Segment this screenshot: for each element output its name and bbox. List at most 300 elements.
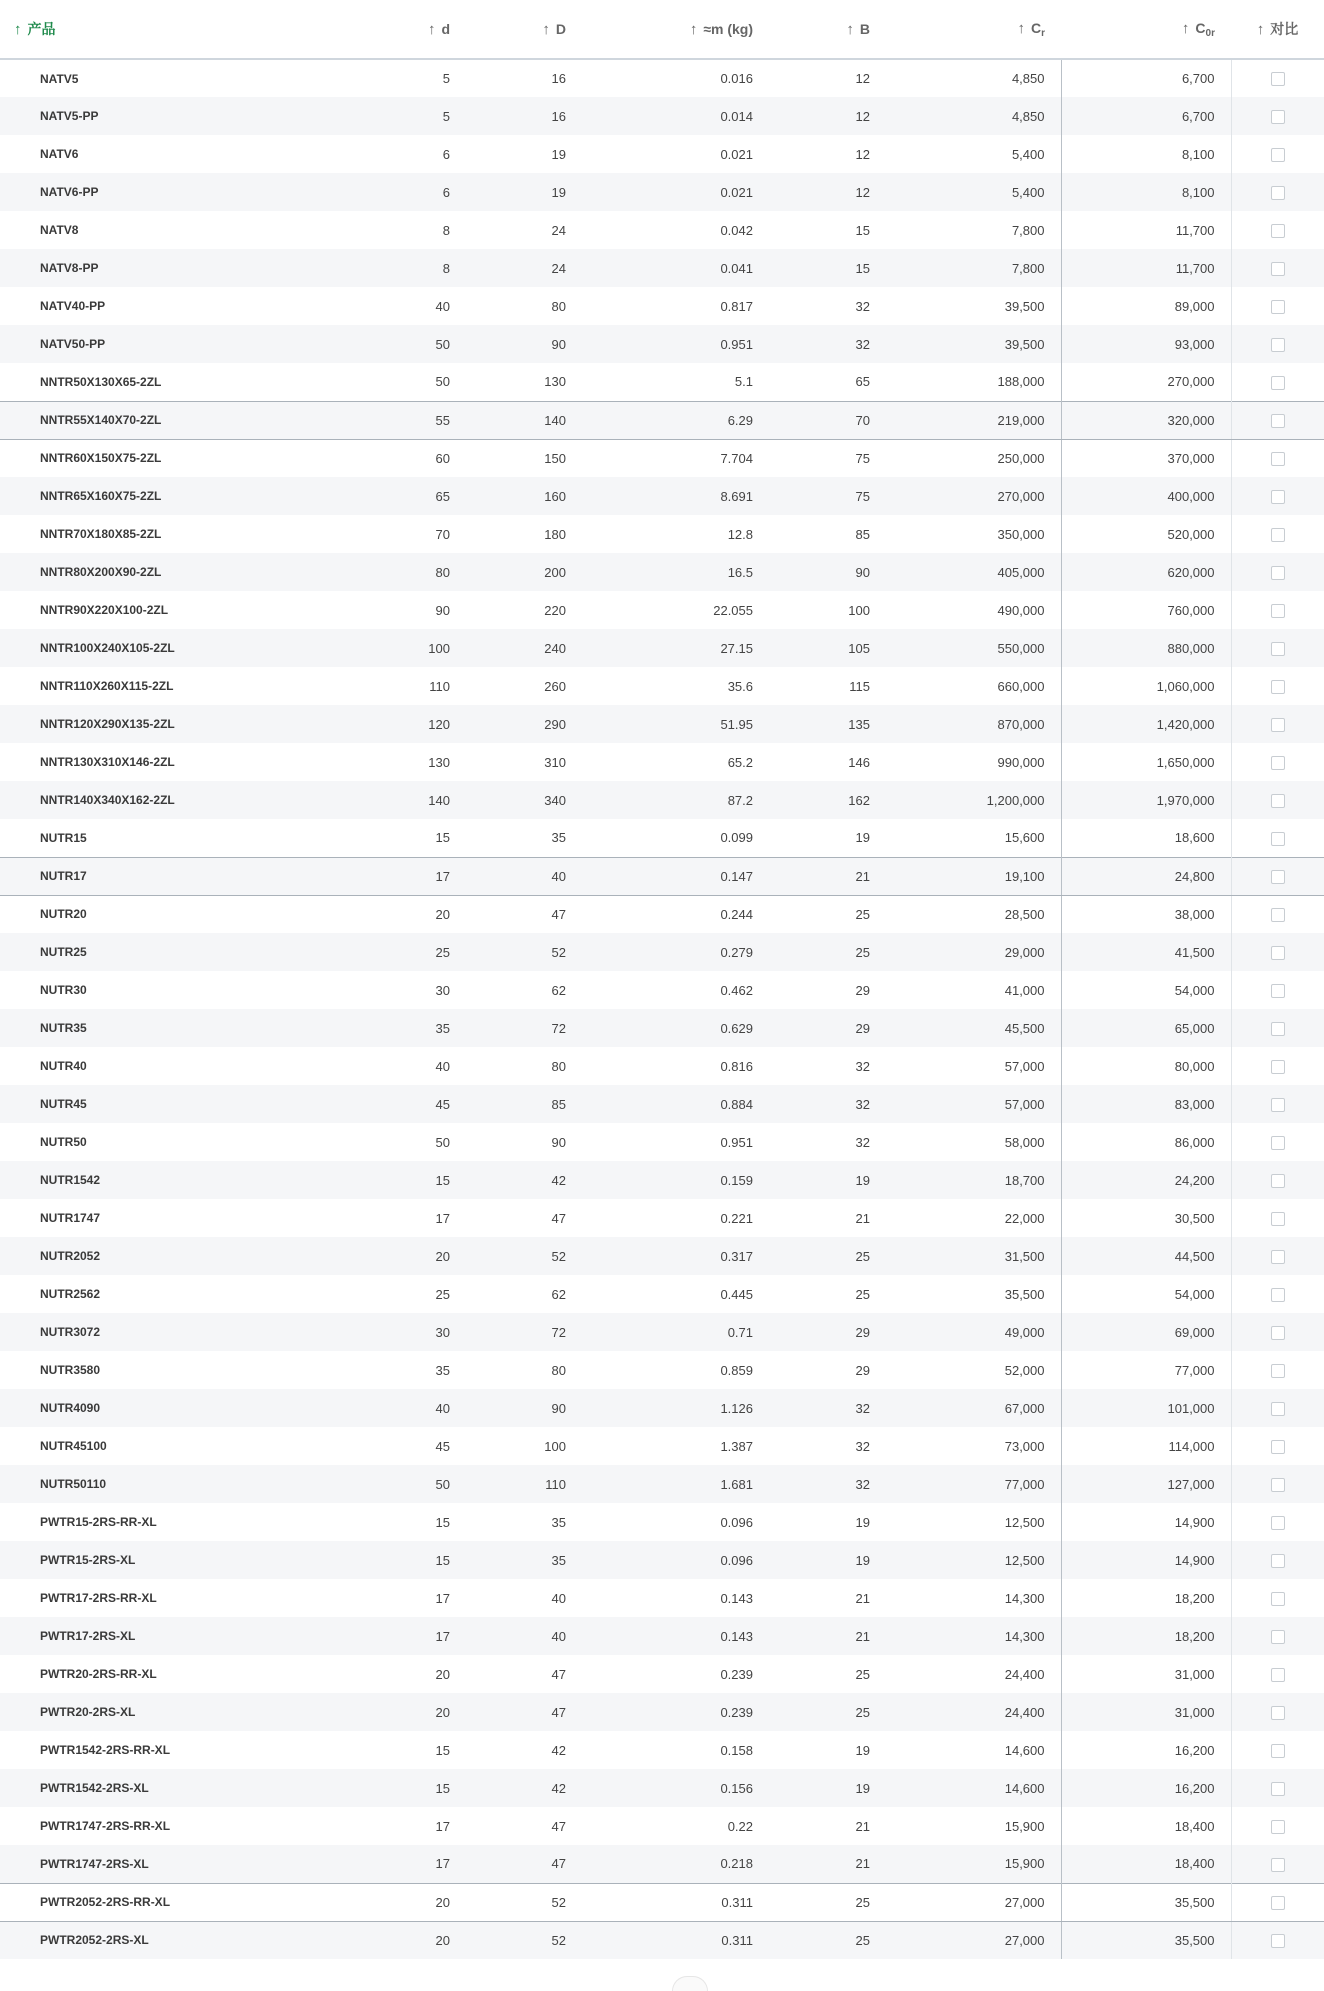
table-row[interactable] (0, 1465, 1324, 1503)
cell-compare (1231, 933, 1324, 971)
table-row[interactable] (0, 1351, 1324, 1389)
compare-checkbox[interactable] (1271, 1744, 1285, 1758)
compare-checkbox[interactable] (1271, 1706, 1285, 1720)
cell-mass: 0.159 (720, 1172, 753, 1188)
cell-B: 162 (848, 792, 870, 808)
compare-checkbox[interactable] (1271, 1440, 1285, 1454)
cell-product[interactable]: NATV8 (40, 223, 79, 237)
cell-c0r: 38,000 (1061, 895, 1231, 933)
column-label: d (441, 20, 450, 37)
arrow-up-icon: ↑ (689, 20, 698, 38)
cell-compare (1231, 325, 1324, 363)
compare-checkbox[interactable] (1271, 1098, 1285, 1112)
cell-product[interactable]: NUTR45100 (40, 1439, 107, 1453)
table-row[interactable] (0, 1921, 1324, 1959)
table-row[interactable] (0, 553, 1324, 591)
compare-checkbox[interactable] (1271, 1554, 1285, 1568)
cell-d: 15 (435, 1514, 450, 1530)
compare-checkbox[interactable] (1271, 566, 1285, 580)
table-row[interactable] (0, 401, 1324, 439)
cell-product[interactable]: PWTR20-2RS-XL (40, 1705, 136, 1719)
cell-mass: 0.445 (720, 1286, 753, 1302)
cell-d: 45 (435, 1096, 450, 1112)
cell-B: 90 (855, 564, 870, 580)
table-row[interactable] (0, 1161, 1324, 1199)
cell-product[interactable]: NUTR15 (40, 830, 87, 845)
cell-D: 240 (544, 640, 566, 656)
cell-D: 52 (551, 1932, 566, 1948)
cell-c0r: 80,000 (1061, 1047, 1231, 1085)
cell-D: 62 (551, 1286, 566, 1302)
cell-B: 21 (855, 1628, 870, 1644)
cell-product[interactable]: PWTR17-2RS-XL (40, 1629, 136, 1643)
compare-checkbox[interactable] (1271, 300, 1285, 314)
cell-product[interactable]: PWTR1542-2RS-XL (40, 1781, 149, 1795)
cell-mass: 0.22 (727, 1818, 753, 1834)
cell-compare (1231, 1541, 1324, 1579)
column-header-cr[interactable] (886, 0, 1061, 59)
cell-product[interactable]: NUTR2562 (40, 1287, 101, 1301)
cell-product[interactable]: NATV5-PP (40, 109, 99, 123)
cell-product[interactable]: NATV6-PP (40, 185, 99, 199)
cell-cr: 12,500 (886, 1541, 1061, 1579)
cell-B: 29 (855, 982, 870, 998)
cell-D: 150 (544, 450, 566, 466)
cell-c0r: 65,000 (1061, 1009, 1231, 1047)
table-row[interactable] (0, 1009, 1324, 1047)
cell-product[interactable]: PWTR1542-2RS-RR-XL (40, 1743, 171, 1757)
table-row[interactable] (0, 1313, 1324, 1351)
cell-product[interactable]: NATV5 (40, 71, 79, 86)
compare-checkbox[interactable] (1271, 414, 1285, 428)
cell-compare (1231, 1807, 1324, 1845)
cell-product[interactable]: NATV40-PP (40, 299, 106, 313)
cell-mass: 35.6 (727, 678, 753, 694)
table-row[interactable] (0, 1047, 1324, 1085)
cell-c0r: 14,900 (1061, 1503, 1231, 1541)
cell-compare (1231, 1085, 1324, 1123)
cell-compare (1231, 1351, 1324, 1389)
table-row[interactable] (0, 439, 1324, 477)
compare-checkbox[interactable] (1271, 224, 1285, 238)
cell-product[interactable]: NATV50-PP (40, 337, 106, 351)
table-row[interactable] (0, 971, 1324, 1009)
compare-checkbox[interactable] (1271, 680, 1285, 694)
column-label: C (1195, 19, 1206, 36)
cell-mass: 0.021 (720, 184, 753, 200)
table-row[interactable] (0, 1389, 1324, 1427)
cell-mass: 0.884 (720, 1096, 753, 1112)
cell-c0r: 35,500 (1061, 1883, 1231, 1921)
cell-compare (1231, 781, 1324, 819)
compare-checkbox[interactable] (1271, 186, 1285, 200)
cell-B: 19 (855, 1172, 870, 1188)
table-row[interactable] (0, 477, 1324, 515)
cell-d: 8 (442, 222, 450, 238)
cell-compare (1231, 1579, 1324, 1617)
table-row[interactable] (0, 857, 1324, 895)
cell-product[interactable]: NNTR60X150X75-2ZL (40, 451, 162, 466)
compare-checkbox[interactable] (1271, 262, 1285, 276)
cell-compare (1231, 1465, 1324, 1503)
table-row[interactable] (0, 325, 1324, 363)
compare-checkbox[interactable] (1271, 756, 1285, 770)
table-row[interactable] (0, 1275, 1324, 1313)
cell-c0r: 18,400 (1061, 1807, 1231, 1845)
cell-product[interactable]: NNTR80X200X90-2ZL (40, 565, 162, 579)
column-header-D[interactable] (466, 0, 582, 59)
cell-c0r: 620,000 (1061, 553, 1231, 591)
cell-product[interactable]: NNTR140X340X162-2ZL (40, 793, 175, 807)
table-row[interactable] (0, 1503, 1324, 1541)
compare-checkbox[interactable] (1271, 452, 1285, 466)
cell-d: 60 (435, 450, 450, 466)
table-row[interactable] (0, 1845, 1324, 1883)
cell-d: 20 (435, 1704, 450, 1720)
compare-checkbox[interactable] (1271, 1364, 1285, 1378)
cell-product[interactable]: NUTR17 (0, 857, 330, 895)
cell-cr: 14,600 (886, 1769, 1061, 1807)
table-row[interactable] (0, 895, 1324, 933)
cell-product[interactable]: NUTR30 (40, 983, 87, 997)
cell-product[interactable]: PWTR17-2RS-RR-XL (40, 1591, 157, 1605)
cell-B: 100 (848, 602, 870, 618)
cell-product[interactable]: NUTR2052 (40, 1249, 101, 1263)
cell-product[interactable]: NATV8-PP (40, 261, 99, 275)
table-row[interactable] (0, 1085, 1324, 1123)
cell-mass: 0.311 (582, 1883, 769, 1921)
cell-B: 105 (848, 640, 870, 656)
cell-B: 19 (855, 1742, 870, 1758)
cell-B: 12 (855, 71, 870, 86)
cell-D: 35 (551, 1552, 566, 1568)
cell-compare (1231, 287, 1324, 325)
table-row[interactable] (0, 1655, 1324, 1693)
table-row[interactable] (0, 1617, 1324, 1655)
compare-checkbox[interactable] (1271, 1630, 1285, 1644)
table-row[interactable] (0, 781, 1324, 819)
cell-c0r: 18,200 (1061, 1617, 1231, 1655)
cell-product[interactable]: NNTR65X160X75-2ZL (40, 489, 162, 503)
cell-product[interactable]: PWTR2052-2RS-RR-XL (0, 1883, 330, 1921)
cell-cr: 4,850 (886, 97, 1061, 135)
cell-cr: 58,000 (886, 1123, 1061, 1161)
column-header-c0r[interactable] (1061, 0, 1231, 59)
cell-d: 40 (435, 1058, 450, 1074)
cell-c0r: 1,650,000 (1061, 743, 1231, 781)
compare-checkbox[interactable] (1271, 1060, 1285, 1074)
cell-product[interactable]: NUTR45 (40, 1097, 87, 1111)
cell-d: 25 (435, 944, 450, 960)
cell-cr: 57,000 (886, 1047, 1061, 1085)
cell-product[interactable]: PWTR2052-2RS-XL (40, 1933, 149, 1948)
cell-D: 90 (551, 1134, 566, 1150)
table-row[interactable] (0, 1123, 1324, 1161)
cell-cr: 7,800 (886, 249, 1061, 287)
cell-product[interactable]: NUTR4090 (40, 1401, 101, 1415)
compare-checkbox[interactable] (1271, 1668, 1285, 1682)
table-row[interactable] (0, 1199, 1324, 1237)
cell-compare (1231, 1427, 1324, 1465)
cell-mass: 0.014 (720, 108, 753, 124)
scroll-handle[interactable] (672, 1976, 708, 1991)
cell-d: 17 (330, 857, 466, 895)
cell-c0r: 30,500 (1061, 1199, 1231, 1237)
cell-mass: 0.096 (720, 1552, 753, 1568)
cell-B: 32 (855, 1400, 870, 1416)
cell-D: 42 (551, 1742, 566, 1758)
compare-checkbox[interactable] (1271, 72, 1285, 86)
cell-product[interactable]: NUTR1542 (40, 1173, 101, 1187)
table-row[interactable] (0, 173, 1324, 211)
cell-d: 8 (442, 260, 450, 276)
cell-cr: 49,000 (886, 1313, 1061, 1351)
cell-d: 17 (435, 1628, 450, 1644)
compare-checkbox[interactable] (1271, 984, 1285, 998)
cell-d: 20 (435, 1666, 450, 1682)
cell-d: 90 (435, 602, 450, 618)
compare-checkbox[interactable] (1271, 1858, 1285, 1872)
compare-checkbox[interactable] (1271, 1782, 1285, 1796)
compare-checkbox[interactable] (1271, 1212, 1285, 1226)
table-row[interactable] (0, 1807, 1324, 1845)
cell-B: 32 (855, 336, 870, 352)
cell-product[interactable]: NUTR1747 (40, 1211, 101, 1225)
cell-cr: 24,400 (886, 1655, 1061, 1693)
cell-mass: 27.15 (720, 640, 753, 656)
cell-D: 180 (544, 526, 566, 542)
cell-mass: 51.95 (720, 716, 753, 732)
table-row[interactable] (0, 515, 1324, 553)
cell-product[interactable]: NUTR50110 (40, 1477, 107, 1491)
cell-cr: 31,500 (886, 1237, 1061, 1275)
table-row[interactable] (0, 135, 1324, 173)
cell-product[interactable]: NUTR3580 (40, 1363, 101, 1377)
table-row[interactable] (0, 819, 1324, 857)
compare-checkbox[interactable] (1271, 110, 1285, 124)
cell-c0r: 41,500 (1061, 933, 1231, 971)
compare-checkbox[interactable] (1271, 148, 1285, 162)
cell-cr: 870,000 (886, 705, 1061, 743)
cell-mass: 0.143 (720, 1590, 753, 1606)
compare-checkbox[interactable] (1271, 528, 1285, 542)
cell-d: 50 (435, 336, 450, 352)
cell-cr: 1,200,000 (886, 781, 1061, 819)
cell-D: 80 (551, 1058, 566, 1074)
table-row[interactable] (0, 1541, 1324, 1579)
cell-product[interactable]: NNTR110X260X115-2ZL (40, 679, 174, 693)
table-row[interactable] (0, 1693, 1324, 1731)
column-label-subscript: r (1041, 27, 1045, 39)
compare-checkbox[interactable] (1271, 1592, 1285, 1606)
cell-product[interactable]: NNTR55X140X70-2ZL (0, 401, 330, 439)
cell-cr: 28,500 (886, 895, 1061, 933)
column-label: ≈m (kg) (703, 20, 753, 37)
compare-checkbox[interactable] (1271, 1516, 1285, 1530)
compare-checkbox[interactable] (1271, 1136, 1285, 1150)
compare-checkbox[interactable] (1271, 794, 1285, 808)
cell-mass: 0.143 (720, 1628, 753, 1644)
cell-compare (1231, 895, 1324, 933)
cell-cr: 45,500 (886, 1009, 1061, 1047)
cell-cr: 35,500 (886, 1275, 1061, 1313)
compare-checkbox[interactable] (1271, 870, 1285, 884)
table-row[interactable] (0, 249, 1324, 287)
cell-c0r: 11,700 (1061, 211, 1231, 249)
cell-product[interactable]: NUTR20 (40, 907, 87, 922)
table-row[interactable] (0, 1731, 1324, 1769)
cell-D: 72 (551, 1020, 566, 1036)
cell-B: 32 (855, 1438, 870, 1454)
column-label: B (859, 20, 870, 37)
cell-product[interactable]: PWTR1747-2RS-RR-XL (40, 1819, 171, 1833)
cell-c0r: 18,600 (1061, 819, 1231, 857)
cell-D: 16 (551, 71, 566, 86)
cell-D: 24 (551, 260, 566, 276)
cell-cr: 27,000 (886, 1921, 1061, 1959)
cell-product[interactable]: NNTR90X220X100-2ZL (40, 603, 169, 617)
cell-d: 130 (428, 754, 450, 770)
compare-checkbox[interactable] (1271, 1250, 1285, 1264)
table-row[interactable] (0, 1883, 1324, 1921)
cell-c0r: 8,100 (1061, 173, 1231, 211)
cell-c0r: 8,100 (1061, 135, 1231, 173)
compare-checkbox[interactable] (1271, 1478, 1285, 1492)
cell-c0r: 54,000 (1061, 1275, 1231, 1313)
cell-D: 260 (544, 678, 566, 694)
compare-checkbox[interactable] (1271, 718, 1285, 732)
compare-checkbox[interactable] (1271, 604, 1285, 618)
table-row[interactable] (0, 591, 1324, 629)
cell-B: 21 (855, 1818, 870, 1834)
cell-compare (1231, 857, 1324, 895)
cell-product[interactable]: NNTR100X240X105-2ZL (40, 641, 175, 655)
cell-d: 40 (435, 298, 450, 314)
cell-product[interactable]: NNTR120X290X135-2ZL (40, 717, 175, 731)
cell-mass: 0.096 (720, 1514, 753, 1530)
cell-product[interactable]: NATV6 (40, 147, 79, 161)
table-row[interactable] (0, 1237, 1324, 1275)
cell-product[interactable]: NUTR50 (40, 1135, 87, 1149)
cell-cr: 188,000 (886, 363, 1061, 401)
cell-product[interactable]: PWTR15-2RS-XL (40, 1553, 136, 1567)
cell-c0r: 1,060,000 (1061, 667, 1231, 705)
cell-d: 50 (435, 1134, 450, 1150)
compare-checkbox[interactable] (1271, 1174, 1285, 1188)
compare-checkbox[interactable] (1271, 1402, 1285, 1416)
cell-product[interactable]: NUTR40 (40, 1059, 87, 1073)
arrow-up-icon: ↑ (427, 20, 436, 38)
cell-D: 52 (466, 1883, 582, 1921)
cell-product[interactable]: NUTR25 (40, 945, 87, 959)
cell-c0r: 1,970,000 (1061, 781, 1231, 819)
table-row[interactable] (0, 933, 1324, 971)
cell-d: 35 (435, 1020, 450, 1036)
table-row[interactable] (0, 667, 1324, 705)
cell-product[interactable]: NNTR50X130X65-2ZL (40, 374, 162, 389)
cell-D: 90 (551, 1400, 566, 1416)
table-row[interactable] (0, 59, 1324, 97)
cell-product[interactable]: PWTR1747-2RS-XL (40, 1856, 149, 1871)
cell-d: 100 (428, 640, 450, 656)
table-row[interactable] (0, 287, 1324, 325)
table-row[interactable] (0, 629, 1324, 667)
cell-compare (1231, 1389, 1324, 1427)
compare-checkbox[interactable] (1271, 1288, 1285, 1302)
cell-cr: 5,400 (886, 135, 1061, 173)
column-header-product[interactable] (0, 0, 330, 59)
cell-cr: 18,700 (886, 1161, 1061, 1199)
cell-c0r: 101,000 (1061, 1389, 1231, 1427)
compare-checkbox[interactable] (1271, 1896, 1285, 1910)
table-row[interactable] (0, 1427, 1324, 1465)
cell-product[interactable]: NUTR35 (40, 1021, 87, 1035)
cell-compare (1231, 819, 1324, 857)
cell-cr: 219,000 (886, 401, 1061, 439)
cell-D: 62 (551, 982, 566, 998)
cell-B: 32 (855, 1058, 870, 1074)
cell-c0r: 760,000 (1061, 591, 1231, 629)
cell-product[interactable]: NUTR3072 (40, 1325, 101, 1339)
cell-d: 140 (428, 792, 450, 808)
compare-checkbox[interactable] (1271, 1820, 1285, 1834)
column-header-mass[interactable] (582, 0, 769, 59)
column-header-compare[interactable] (1231, 0, 1324, 59)
table-row[interactable] (0, 743, 1324, 781)
cell-d: 50 (435, 1476, 450, 1492)
cell-product[interactable]: NNTR130X310X146-2ZL (40, 755, 175, 769)
cell-D: 110 (545, 1476, 566, 1492)
cell-D: 85 (551, 1096, 566, 1112)
compare-checkbox[interactable] (1271, 1022, 1285, 1036)
column-header-d[interactable] (330, 0, 466, 59)
cell-compare (1231, 401, 1324, 439)
compare-checkbox[interactable] (1271, 832, 1285, 846)
cell-c0r: 370,000 (1061, 439, 1231, 477)
compare-checkbox[interactable] (1271, 376, 1285, 390)
table-row[interactable] (0, 705, 1324, 743)
cell-compare (1231, 1845, 1324, 1883)
cell-product[interactable]: PWTR15-2RS-RR-XL (40, 1515, 157, 1529)
cell-mass: 87.2 (727, 792, 753, 808)
compare-checkbox[interactable] (1271, 908, 1285, 922)
compare-checkbox[interactable] (1271, 1326, 1285, 1340)
cell-product[interactable]: PWTR20-2RS-RR-XL (40, 1667, 157, 1681)
table-row[interactable] (0, 97, 1324, 135)
column-header-B[interactable] (769, 0, 886, 59)
cell-B: 25 (855, 1932, 870, 1948)
cell-mass: 0.629 (720, 1020, 753, 1036)
cell-B: 29 (855, 1362, 870, 1378)
cell-c0r: 127,000 (1061, 1465, 1231, 1503)
cell-D: 35 (551, 1514, 566, 1530)
cell-product[interactable]: NNTR70X180X85-2ZL (40, 527, 162, 541)
cell-mass: 0.859 (720, 1362, 753, 1378)
compare-checkbox[interactable] (1271, 338, 1285, 352)
cell-d: 20 (435, 1932, 450, 1948)
table-row[interactable] (0, 211, 1324, 249)
cell-D: 47 (551, 906, 566, 922)
cell-B: 21 (855, 1590, 870, 1606)
compare-checkbox[interactable] (1271, 490, 1285, 504)
table-row[interactable] (0, 363, 1324, 401)
compare-checkbox[interactable] (1271, 946, 1285, 960)
table-row[interactable] (0, 1579, 1324, 1617)
compare-checkbox[interactable] (1271, 1934, 1285, 1948)
cell-d: 5 (442, 71, 450, 86)
table-row[interactable] (0, 1769, 1324, 1807)
compare-checkbox[interactable] (1271, 642, 1285, 656)
